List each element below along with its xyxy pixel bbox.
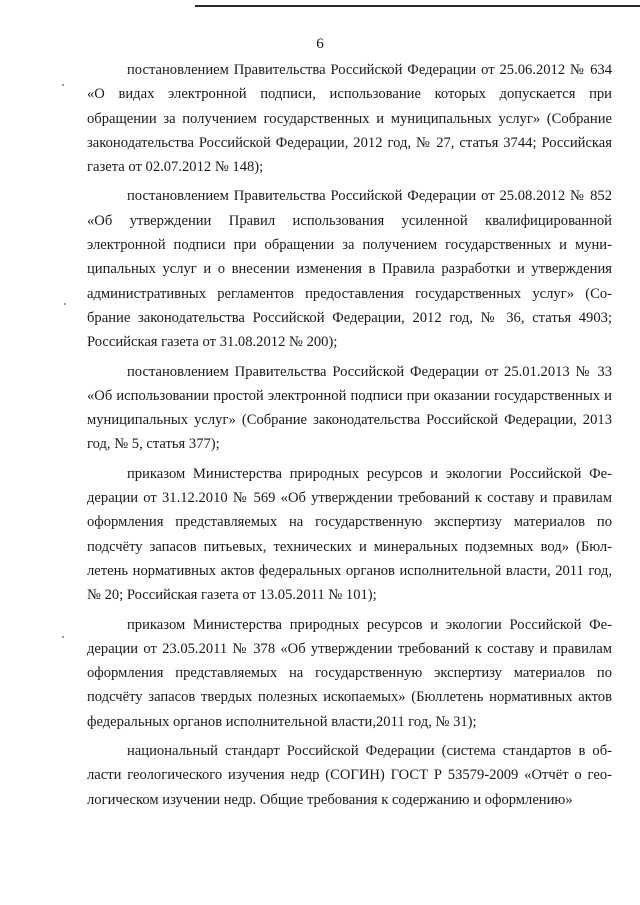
- page-number: 6: [316, 36, 324, 52]
- paragraph-decree-852: постановлением Правительства Российской Федерации от 25.08.2012 № 852 «Об утверждении Правил использования усиленной квалифицированной электронной подписи при обращении за получением государственных и муниципальных услуг и о внесении изменения в Правила разработки и утверждения административных регламентов предоставления государственных услуг» (Собрание законодательства Российской Федерации, 2012 год, № 36, статья 4903; Российская газета от 31.08.2012 № 200);: [87, 188, 612, 351]
- scan-mark: [64, 303, 66, 305]
- scan-mark: [62, 84, 64, 86]
- document-body: [87, 58, 612, 817]
- paragraph-gost-53579: национальный стандарт Российской Федерации (система стандартов в области геологического изучения недр (СОГИН) ГОСТ Р 53579-2009 «Отчёт о геологическом изучении недр. Общие требования к содержанию и оформлению»: [87, 743, 612, 808]
- paragraph-order-378: приказом Министерства природных ресурсов и экологии Российской Федерации от 23.05.2011 № 378 «Об утверждении требований к составу и правилам оформления представляемых на государственную экспертизу материалов по подсчёту запасов твердых полезных ископаемых» (Бюллетень нормативных актов федеральных органов исполнительной власти,2011 год, № 31);: [87, 616, 612, 730]
- paragraph-decree-634: постановлением Правительства Российской Федерации от 25.06.2012 № 634 «О видах электронной подписи, использование которых допускается при обращении за получением государственных и муниципальных услуг» (Собрание законодательства Российской Федерации, 2012 год, № 27, статья 3744; Российская газета от 02.07.2012 № 148);: [87, 62, 612, 176]
- scan-mark: [62, 636, 64, 638]
- paragraph-order-569: приказом Министерства природных ресурсов и экологии Российской Федерации от 31.12.2010 № 569 «Об утверждении требований к составу и правилам оформления представляемых на государственную экспертизу материалов по подсчёту запасов питьевых, технических и минеральных подземных вод» (Бюллетень нормативных актов федеральных органов исполнительной власти, 2011 год, № 20; Российская газета от 13.05.2011 № 101);: [87, 465, 612, 604]
- paragraph-decree-33: постановлением Правительства Российской Федерации от 25.01.2013 № 33 «Об использовании простой электронной подписи при оказании государственных и муниципальных услуг» (Собрание законодательства Российской Федерации, 2013 год, № 5, статья 377);: [87, 363, 612, 453]
- header-rule: [195, 5, 640, 7]
